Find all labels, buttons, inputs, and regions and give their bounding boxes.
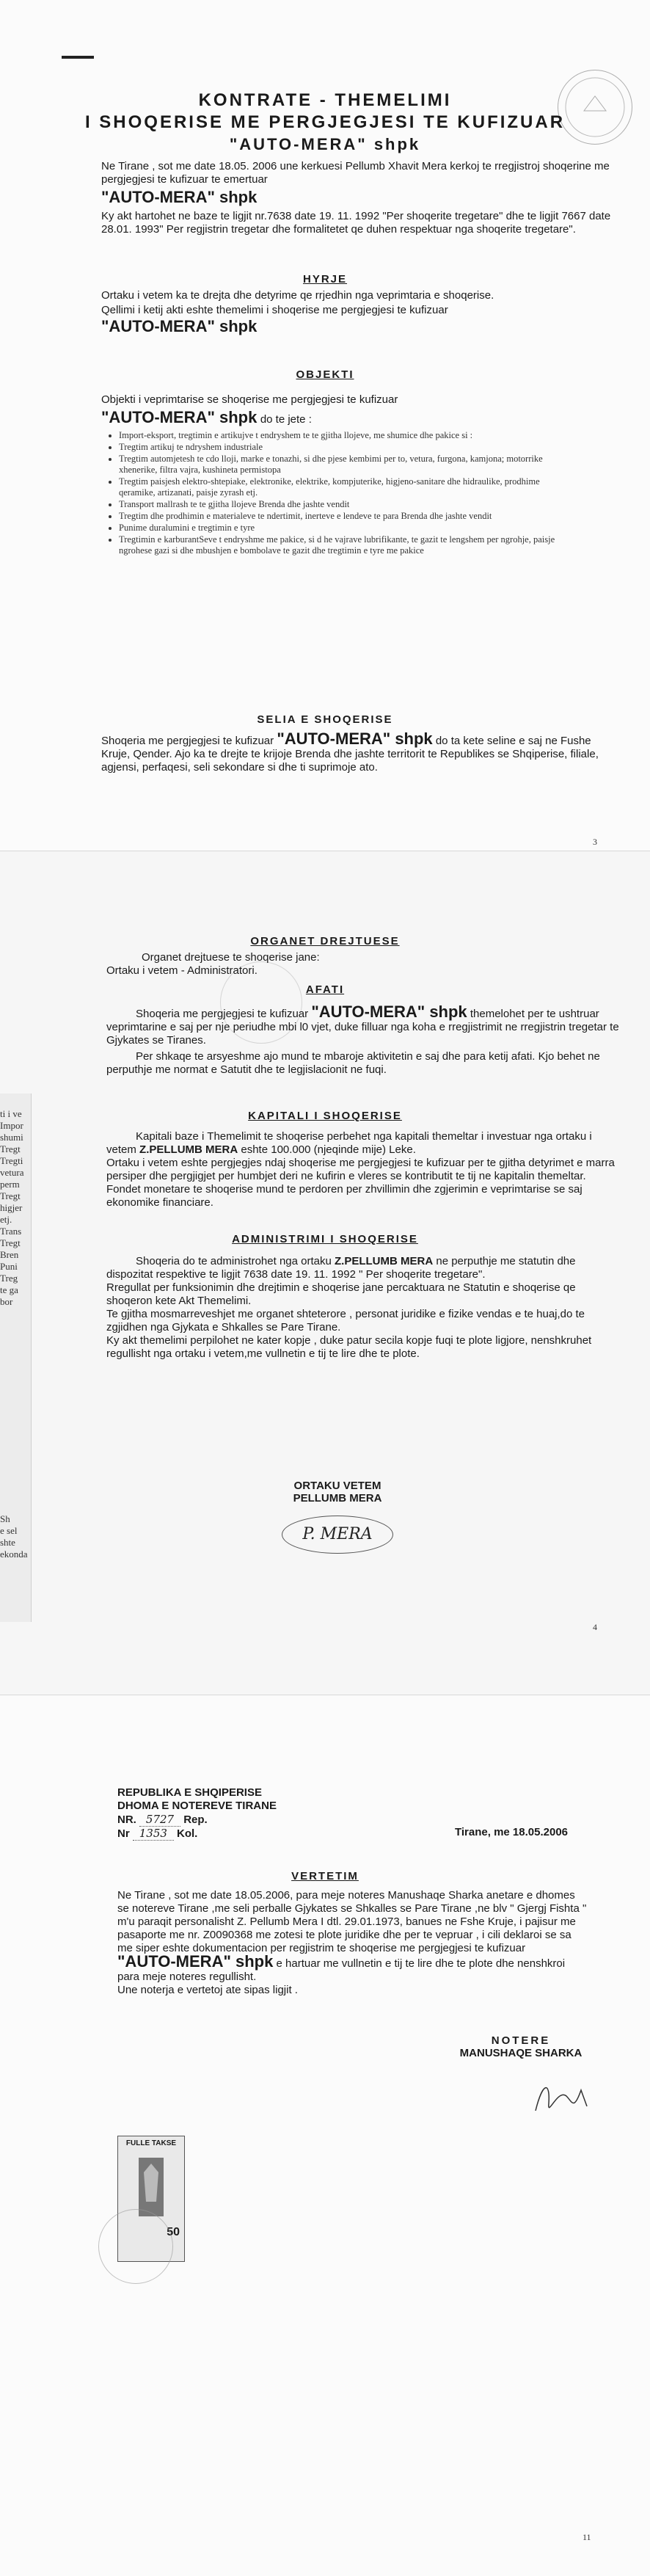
place-date: Tirane, me 18.05.2006 — [455, 1826, 568, 1838]
notary-round-stamp — [98, 2209, 173, 2284]
selia-company: "AUTO-MERA" shpk — [277, 729, 433, 748]
vertetim-section — [117, 1889, 587, 1997]
kol-label: Kol. — [177, 1827, 198, 1840]
afati-text-2: Per shkaqe te arsyeshme ajo mund te mbaroje aktivitetin e saj dhe para ketij afati. Kjo behet ne perputhje me normat e Satutit dhe te legjislacionit ne fuqi. — [106, 1050, 600, 1076]
handwritten-signature: P. MERA — [282, 1516, 393, 1554]
admin-heading: ADMINISTRIMI I SHOQERISE — [232, 1233, 418, 1245]
admin-text-1a: Shoqeria do te administrohet nga ortaku — [136, 1255, 332, 1267]
tax-stamp-value: 50 — [167, 2226, 180, 2238]
organet-text-2: Ortaku i vetem - Administratori. — [106, 964, 258, 977]
hyrje-text-1: Ortaku i vetem ka te drejta dhe detyrime qe rrjedhin nga veprimtaria e shoqerise. — [101, 289, 494, 302]
afati-heading: AFATI — [305, 983, 345, 996]
objekti-intro-1: Objekti i veprimtarise se shoqerise me pergjegjesi te kufizuar — [101, 393, 398, 406]
list-item: • Punime duralumini e tregtimin e tyre — [119, 523, 559, 534]
afati-text-1b: themelohet per te ushtruar veprimtarine e saj per nje periudhe mbi l0 vjet, duke filluar nga koha e rregjistrimit ne rregjistrin tregetar te Gjykates se Tiranes. — [106, 1008, 619, 1047]
sign-title: ORTAKU VETEM — [293, 1480, 381, 1492]
kapitali-owner: Z.PELLUMB MERA — [139, 1143, 238, 1156]
tax-stamp-label: FULLE TAKSE — [125, 2139, 177, 2147]
objekti-intro-2: do te jete : — [260, 413, 312, 426]
afati-company: "AUTO-MERA" shpk — [311, 1003, 467, 1021]
vertetim-text-1: Ne Tirane , sot me date 18.05.2006, para meje noteres Manushaqe Sharka anetare e dhomes se notereve Tirane ,me seli perballe Gjykates se Shkalles se Pare Tirane ,ne blv " Gjergj Fishta " m'u paraqit personalisht Z. Pellumb Mera I dtl. 29.01.1973, banues ne Fshe Kruje, i pajisur me pasaporte me nr. Z0090368 me zotesi te plote juridike dhe per te vepruar , i cili deklaroi se sa me siper eshte dokumentacion per regjistrim te shoqerise me pergjegjesi te kufizuar — [117, 1889, 587, 1954]
selia-heading: SELIA E SHOQERISE — [257, 713, 393, 726]
margin-fragments: ti i ve Impor shumi Tregt Tregti vetura perm Tregt higjer etj. Trans Tregt Bren Puni Treg te ga bor Sh e sel shte ekonda — [0, 1108, 28, 1560]
vertetim-text-3: Une noterja e vertetoj ate sipas ligjit . — [117, 1984, 298, 1996]
afati-section — [106, 1005, 620, 1077]
notary-header — [117, 1786, 277, 1841]
page-number: 11 — [583, 2532, 591, 2542]
signature-block — [249, 1480, 426, 1505]
nr-value: 5727 — [139, 1813, 180, 1827]
page-number: 4 — [593, 1622, 597, 1632]
notary-block — [433, 2034, 609, 2059]
contract-title-line-1: KONTRATE - THEMELIMI — [198, 90, 452, 110]
kapitali-text-2: Ortaku i vetem eshte pergjegjes ndaj shoqerise me pergjegjesi te kufizuar per te gjitha detyrimet e marra persiper dhe pergjigjet per humbjet deri ne kufirin e vleres se kontributit te tij ne kapitalin themeltar. — [106, 1157, 615, 1182]
contract-title-line-2: I SHOQERISE ME PERGJEGJESI TE KUFIZUAR — [84, 112, 566, 132]
vertetim-text-2: e hartuar me vullnetin e tij te lire dhe te plote dhe nenshkroi para meje noteres regullisht. — [117, 1957, 566, 1983]
organet-section — [106, 951, 620, 978]
kapitali-text-1a: Kapitali baze i Themelimit te shoqerise perbehet nga kapitali themeltar i investuar nga ortaku i vetem — [106, 1130, 592, 1156]
nr2-label: Nr — [117, 1827, 130, 1840]
list-item: • Tregtim automjetesh te cdo lloji, marke e tonazhi, si dhe pjese kembimi per to, vetura, furgona, kamjona; motorrike xhenerike, filtra vajra, kushineta permistopa — [119, 454, 559, 476]
admin-section — [106, 1255, 620, 1361]
kapitali-text-1b: eshte 100.000 (njeqinde mije) Leke. — [241, 1143, 416, 1156]
document-page-1 — [0, 0, 650, 851]
admin-text-4: Ky akt themelimi perpilohet ne kater kopje , duke patur secila kopje fuqi te plote ligjore, nenshkruhet regullisht nga ortaku i vetem,me vullnetin e tij te lire dhe te plote. — [106, 1334, 592, 1360]
hyrje-text-2: Qellimi i ketij akti eshte themelimi i shoqerise me pergjegjesi te kufizuar — [101, 304, 448, 316]
kapitali-heading: KAPITALI I SHOQERISE — [248, 1110, 402, 1122]
page-number: 3 — [593, 837, 597, 847]
objekti-heading: OBJEKTI — [296, 368, 354, 381]
document-page-2 — [0, 851, 650, 1695]
notary-title: NOTERE — [491, 2034, 551, 2047]
organet-text-1: Organet drejtuese te shoqerise jane: — [142, 951, 320, 964]
sign-name: PELLUMB MERA — [293, 1492, 382, 1505]
document-page-3 — [0, 1695, 650, 2576]
vertetim-company: "AUTO-MERA" shpk — [117, 1952, 274, 1971]
objekti-list — [101, 430, 559, 556]
nr-label: NR. — [117, 1813, 136, 1826]
intro-paragraph — [101, 160, 615, 236]
notary-name: MANUSHAQE SHARKA — [459, 2047, 583, 2059]
list-item: • Tregtim artikuj te ndryshem industriale — [119, 442, 559, 453]
nr2-value: 1353 — [133, 1827, 174, 1841]
rep-label: Rep. — [183, 1813, 208, 1826]
company-name: "AUTO-MERA" shpk — [101, 188, 258, 206]
list-item: • Tregtim dhe prodhimin e materialeve te ndertimit, inerteve e lendeve te para Brenda dhe jashte vendit — [119, 511, 559, 522]
afati-text-1a: Shoqeria me pergjegjesi te kufizuar — [136, 1008, 309, 1020]
vertetim-heading: VERTETIM — [291, 1870, 359, 1882]
admin-text-1b: ne perputhje me statutin dhe dispozitat respektive te ligjit 7638 date 19. 11. 1992 " Per shoqerite tregetare". — [106, 1255, 576, 1281]
selia-text-2: do ta kete seline e saj ne Fushe Kruje, Qender. Ajo ka te drejte te krijoje Brenda dhe jashte territorit te Republikes se Shqiperise, filiale, agjensi, perfaqesi, seli sekondare si dhe ti suprimoje ato. — [101, 735, 599, 774]
objekti-section — [101, 393, 615, 557]
admin-owner: Z.PELLUMB MERA — [335, 1255, 434, 1267]
list-item: • Import-eksport, tregtimin e artikujve t endryshem te te gjitha llojeve, me shumice dhe pakice si : — [119, 430, 559, 441]
ink-mark — [62, 56, 94, 59]
legal-basis-text: Ky akt hartohet ne baze te ligjit nr.7638 date 19. 11. 1992 "Per shoqerite tregetare" dhe te ligjit 7667 date 28.01. 1993" Per regjistrin tregetar dhe formalitetet qe duhen respektuar nga shoqerite tregetare". — [101, 210, 611, 236]
selia-section — [101, 729, 615, 774]
intro-text: Ne Tirane , sot me date 18.05. 2006 une kerkuesi Pellumb Xhavit Mera kerkoj te rregjistroj shoqerine me pergjegjesi te kufizuar te emertuar — [101, 160, 610, 186]
hyrje-heading: HYRJE — [302, 273, 348, 285]
notary-signature — [528, 2074, 594, 2125]
admin-text-2: Rregullat per funksionimin dhe drejtimin e shoqerise jane percaktuara ne Statutin e shoqerise qe shoqeron kete Akt Themelimi. — [106, 1281, 576, 1307]
kapitali-section — [106, 1130, 620, 1209]
kapitali-text-3: Fondet monetare te shoqerise mund te perdoren per zhvillimin dhe zgjerimin e veprimtarise se saj ekonomike financiare. — [106, 1183, 583, 1209]
organet-heading: ORGANET DREJTUESE — [250, 935, 400, 947]
header-line-1: REPUBLIKA E SHQIPERISE — [117, 1786, 262, 1799]
hyrje-section — [101, 289, 615, 336]
list-item: • Transport mallrash te te gjitha llojeve Brenda dhe jashte vendit — [119, 499, 559, 510]
header-line-2: DHOMA E NOTEREVE TIRANE — [117, 1800, 277, 1812]
list-item: • Tregtimin e karburantSeve t endryshme me pakice, si d he vajrave lubrifikante, te gazit te lengshem per ngrohje, paisje ngrohese gazi si dhe mbushjen e bombolave te gazit dhe tregtimin e tyre me pakice — [119, 534, 559, 556]
admin-text-3: Te gjitha mosmarreveshjet me organet shteterore , personat juridike e fizike vendas e te huaj,do te zgjidhen nga Gjykata e Shkalles se Pare Tirane. — [106, 1308, 585, 1334]
list-item: • Tregtim paisjesh elektro-shtepiake, elektronike, elektrike, kompjuterike, higjeno-sanitare dhe hidraulike, prodhime qeramike, artizanati, paisje zyrash etj. — [119, 476, 559, 498]
contract-title-line-3: "AUTO-MERA" shpk — [229, 135, 421, 153]
selia-text-1: Shoqeria me pergjegjesi te kufizuar — [101, 735, 274, 747]
hyrje-company: "AUTO-MERA" shpk — [101, 317, 258, 335]
objekti-company: "AUTO-MERA" shpk — [101, 408, 258, 426]
